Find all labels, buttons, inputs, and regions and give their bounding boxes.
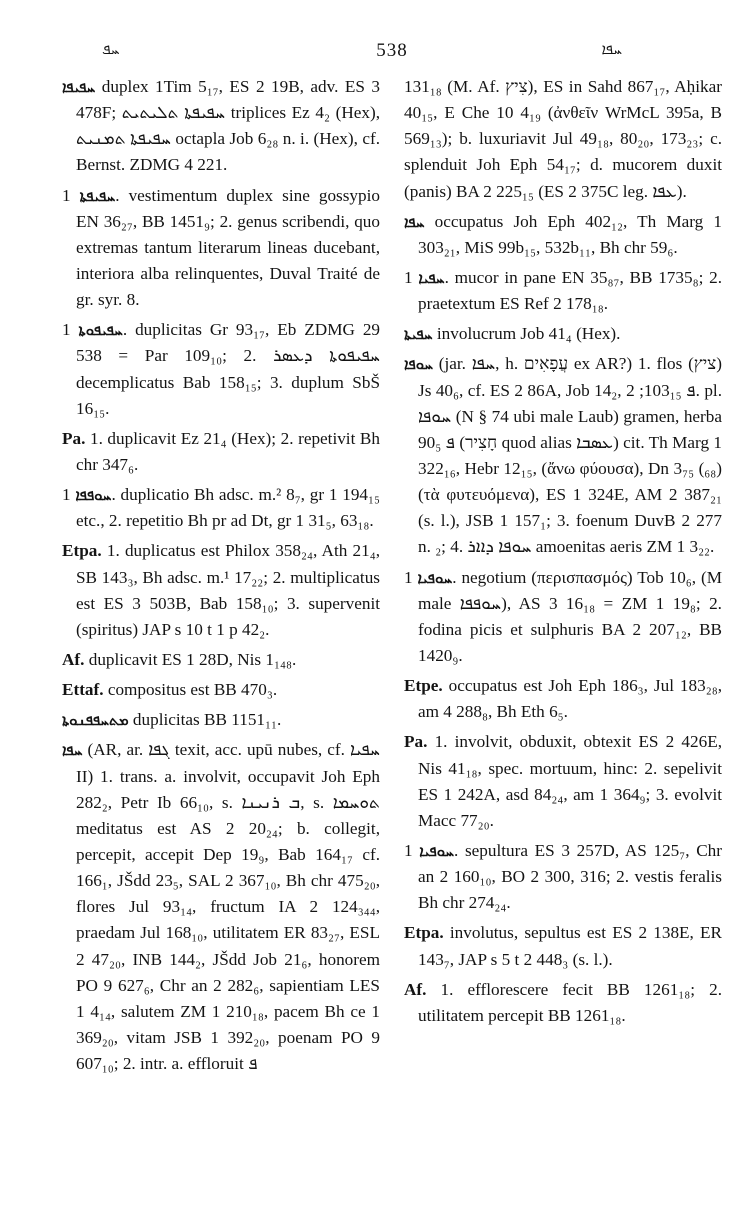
headword: ܚܦܝܦܐ: [62, 78, 96, 96]
left-column: [62, 74, 380, 1081]
entry-definition: 1. duplicatio Bh adsc. m.² 8₇, gr 1 194₁₅ etc., 2. repetitio Bh pr ad Dt, gr 1 31₅, 63₁₈.: [62, 485, 381, 531]
dictionary-entry: [62, 737, 380, 1077]
verb-stem-label: Ettaf.: [62, 680, 104, 700]
entry-definition: 1. duplicitas Gr 93₁₇, Eb ZDMG 29 538 = Par 109₁₀; 2. ܚܦܝܦܘܬܐ ܕܥܣܪ decemplicatus Bab 158₁₅; 3. duplum SbŠ 16₁₅.: [62, 320, 381, 418]
verb-stem-label: Af.: [62, 649, 85, 669]
dictionary-entry: [62, 707, 380, 733]
dictionary-entry: [62, 426, 380, 478]
headword: ܚܦܝܬܐ: [404, 325, 433, 344]
entry-definition: (AR, ar. ܓܦܐ texit, acc. upū nubes, cf. ܚܦܝܐ II) 1. trans. a. involvit, occupavit Joh Eph 282₂, Petr Ib 66₁₀, s. ܒ ܪܢܝܢܐ, s. ܬܘܚܡܐ meditatus est AS 2 20₂₄; b. collegit, percepit, accepit Dep 19₉, Bab 164₁₇ cf. 166₁, JŠdd 23₅, SAL 2 367₁₀, Bh chr 475₂₀, flores Jul 93₁₄, fructum IA 2 124₃₄₄, praedam Jul 168₁₀, utilitatem ER 83₂₇, ESL 2 47₂₀, INB 144₂, JŠdd Job 21₆, honorem PO 9 627₆, Chr an 2 282₆, sapientiam LES 1 4₁₄, salutem ZM 1 210₁₈, pacem Bh ce 1 369₂₀, vitam JSB 1 392₂₀, poenam PO 9 607₁₀; 2. intr. a. effloruit ܦ: [76, 740, 380, 1074]
entry-definition: 1. mucor in pane EN 35₈₇, BB 1735₈; 2. praetextum ES Ref 2 178₁₈.: [404, 267, 722, 314]
two-column-body: [62, 74, 722, 1081]
dictionary-entry: [404, 838, 722, 916]
dictionary-entry: [62, 538, 380, 643]
header-left-word: ܚܦ: [102, 40, 120, 58]
entry-definition: 1. vestimentum duplex sine gossypio EN 36₂₇, BB 1451₉; 2. genus scribendi, quo extremas tantum literarum lineas ducebant, interiora alba relinquentes, Duval Traité de gr. syr. 8.: [62, 185, 380, 310]
entry-definition: duplicavit ES 1 28D, Nis 1₁₄₈.: [88, 649, 297, 669]
headword: ܚܦܝܦܬܐ: [79, 186, 116, 205]
entry-definition: involucrum Job 41₄ (Hex).: [436, 324, 621, 344]
headword: ܡܬܚܦܦܢܘܬܐ: [62, 711, 129, 730]
entry-definition: compositus est BB 470₃.: [107, 680, 278, 700]
entry-definition: 1. involvit, obduxit, obtexit ES 2 426E, Nis 41₁₈, spec. mortuum, hinc: 2. sepelivit ES 1 242A, asd 84₂₄, am 1 364₉; 3. evolvit Macc 77₂₀.: [418, 732, 722, 830]
running-head: [62, 40, 722, 74]
verb-stem-label: Etpa.: [404, 923, 444, 943]
entry-definition: 1. efflorescere fecit BB 1261₁₈; 2. utilitatem percepit BB 1261₁₈.: [418, 979, 723, 1025]
headword: ܚܦܝܐ: [418, 268, 445, 287]
dictionary-entry: [404, 209, 722, 261]
headword: ܚܘܦܝܐ: [419, 841, 455, 860]
entry-definition: 1. negotium (περισπασμός) Tob 10₆, (M male ܚܘܦܦܐ), AS 3 16₁₈ = ZM 1 19₈; 2. fodina picis et sulphuris BA 2 207₁₂, BB 1420₉.: [404, 567, 723, 665]
dictionary-entry: [62, 183, 380, 314]
dictionary-entry: [62, 317, 380, 422]
entry-definition: duplicitas BB 1151₁₁.: [132, 710, 282, 730]
dictionary-entry: [62, 677, 380, 703]
page-number: 538: [376, 40, 408, 61]
dictionary-entry: [62, 482, 380, 534]
dictionary-entry: [404, 321, 722, 347]
dictionary-entry: [62, 74, 380, 179]
dictionary-entry: [404, 920, 722, 972]
entry-definition: (jar. ܚܦܐ, h. עֲפָאִים ex AR?) 1. flos (ציץ) Js 40₆, cf. ES 2 86A, Job 14₂, ܦ 103₁₅; 2. pl. ܚܘܦܐ (N § 74 ubi male Laub) gramen, herba ܦ 90₅ (חָצִיר quod alias ܥܣܒܐ) cit. Th Marg 1 322₁₆, Hebr 12₁₅, (ἄνω φύουσα), Dn 3₇₅ (₆₈) (τὰ φυτευόμενα), ES 1 324E, AM 2 387₂₁ (s. l.), JSB 1 157₁; 3. foenum DuvB 2 277 n. ₂; 4. ܚܘܦܐ ܕܐܐܪ amoenitas aeris ZM 1 3₂₂.: [418, 354, 722, 557]
headword: ܚܦܝܦܘܬܐ: [78, 321, 123, 340]
headword: ܚܘܦܦܐ: [75, 486, 112, 505]
dictionary-entry: [404, 673, 722, 725]
dictionary-entry: [404, 977, 722, 1029]
dictionary-entry: [404, 351, 722, 560]
dictionary-entry: [404, 565, 722, 670]
verb-stem-label: Af.: [404, 979, 427, 999]
verb-stem-label: Etpe.: [404, 676, 443, 696]
dictionary-entry: [404, 729, 722, 834]
dictionary-entry: [62, 647, 380, 673]
header-right-word: ܚܦܐ: [601, 40, 622, 58]
headword: ܚܦܐ: [404, 212, 425, 231]
verb-stem-label: Pa.: [404, 732, 428, 752]
entry-definition: involutus, sepultus est ES 2 138E, ER 143₇, JAP s 5 t 2 448₃ (s. l.).: [418, 923, 723, 969]
headword: ܚܘܦܝܐ: [417, 568, 453, 587]
entry-definition: duplex 1Tim 5₁₇, ES 2 19B, adv. ES 3 478F; ܚܦܝܦܬܐ ܬܠܝܬܝܬ triplices Ez 4₂ (Hex), ܚܦܝܦܬܐ ܬܡܢܝܬ octapla Job 6₂₈ n. i. (Hex), cf. Bernst. ZDMG 4 221.: [76, 77, 380, 175]
entry-definition: occupatus Joh Eph 402₁₂, Th Marg 1 303₂₁, MiS 99b₁₅, 532b₁₁, Bh chr 59₆.: [418, 211, 722, 257]
headword: ܚܘܦܐ: [404, 355, 433, 374]
entry-definition: 1. sepultura ES 3 257D, AS 125₇, Chr an 2 160₁₀, BO 2 300, 316; 2. vestis feralis Bh chr 274₂₄.: [404, 840, 722, 913]
verb-stem-label: Pa.: [62, 428, 86, 448]
right-column: [404, 74, 722, 1081]
entry-definition: 1. duplicatus est Philox 358₂₄, Ath 21₄, SB 143₃, Bh adsc. m.¹ 17₂₂; 2. multiplicatus est ES 3 503B, Bab 158₁₀; 3. supervenit (spiritus) JAP s 10 t 1 p 42₂.: [76, 541, 380, 639]
verb-stem-label: Etpa.: [62, 541, 102, 561]
entry-definition: 1. duplicavit Ez 21₄ (Hex); 2. repetivit Bh chr 347₆.: [76, 428, 380, 474]
dictionary-entry: [404, 265, 722, 317]
entry-definition: occupatus est Joh Eph 186₃, Jul 183₂₈, am 4 288₈, Bh Eth 6₅.: [418, 676, 722, 722]
entry-definition: 131₁₈ (M. Af. צִיץ), ES in Sahd 867₁₇, Aḥikar 40₁₅, E Che 10 4₁₉ (ἀνθεῖν WrMcL 395a, B 569₁₃); b. luxuriavit Jul 49₁₈, 80₂₀, 173₂₃; c. splenduit Joh Eph 54₁₇; d. mucorem duxit (panis) BA 2 225₁₅ (ES 2 375C leg. ܥܦܐ).: [404, 77, 722, 201]
dictionary-entry: [404, 74, 722, 205]
headword: ܚܦܐ: [62, 741, 83, 760]
